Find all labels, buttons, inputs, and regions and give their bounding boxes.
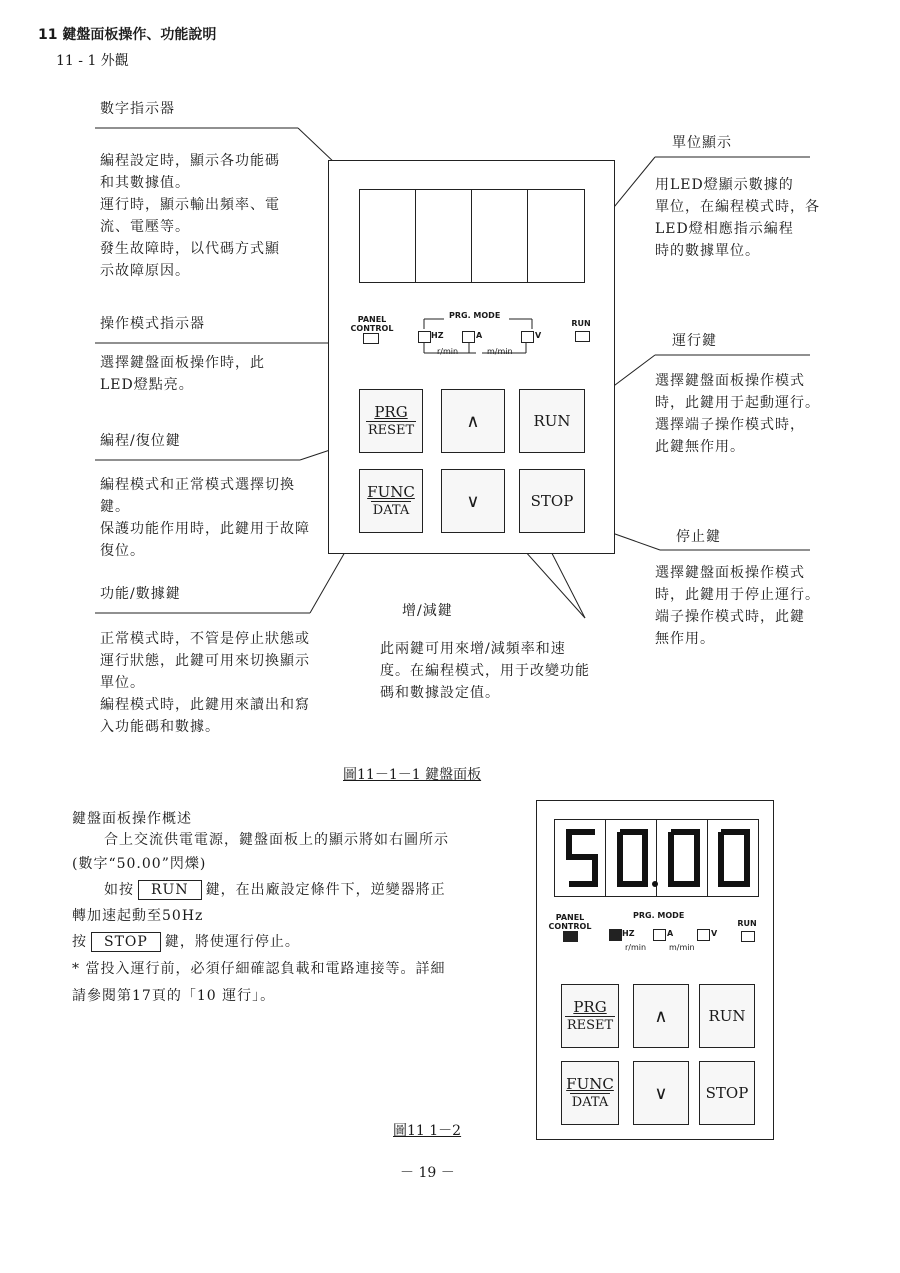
overview-line6: * 當投入運行前，必須仔細確認負載和電路連接等。詳細	[72, 961, 446, 977]
callout-stop-key-text: 選擇鍵盤面板操作模式 時，此鍵用于停止運行。 端子操作模式時，此鍵 無作用。	[655, 565, 820, 647]
display-digit	[359, 189, 416, 283]
unit-rmin-label: r/min	[437, 347, 459, 356]
run-led	[575, 331, 590, 342]
seven-segment-readout	[555, 820, 758, 896]
prg-mode-label: PRG. MODE	[633, 911, 685, 920]
prg-reset-key[interactable]: PRG RESET	[561, 984, 619, 1048]
overview-title: 鍵盤面板操作概述	[72, 811, 192, 827]
callout-func-data-text: 正常模式時，不管是停止狀態或 運行狀態，此鍵可用來切換顯示 單位。 編程模式時，此鍵用來讀出和寫 入功能碼和數據。	[100, 631, 310, 735]
callout-up-down-text: 此兩鍵可用來增/減頻率和速 度。在編程模式，用于改變功能 碼和數據設定值。	[380, 641, 590, 701]
stop-key[interactable]: STOP	[699, 1061, 755, 1125]
up-arrow-key[interactable]: ∧	[441, 389, 505, 453]
inline-run-key: RUN	[138, 880, 202, 900]
overview-line5: 按 STOP 鍵，將使運行停止。	[72, 934, 300, 950]
panel-control-led	[363, 333, 379, 344]
unit-mmin-label: m/min	[487, 347, 513, 356]
display-digit	[415, 189, 472, 283]
callout-mode-indicator-title: 操作模式指示器	[100, 316, 205, 332]
callout-digital-display-text: 編程設定時，顯示各功能碼 和其數據值。 運行時，顯示輸出頻率、電 流、電壓等。 發生故障時，以代碼方式顯 示故障原因。	[100, 153, 280, 279]
run-led-label: RUN	[571, 319, 591, 328]
up-arrow-key[interactable]: ∧	[633, 984, 689, 1048]
overview-line2: (數字“50.00”閃爍)	[72, 856, 207, 872]
page-number: － 19 －	[400, 1165, 455, 1181]
unit-hz-label: HZ	[622, 929, 635, 938]
down-arrow-key[interactable]: ∨	[441, 469, 505, 533]
panel-control-label: PANEL CONTROL	[350, 315, 394, 333]
unit-v-led	[697, 929, 710, 941]
unit-a-label: A	[476, 331, 483, 340]
figure2-caption: 圖11 1－2	[393, 1123, 462, 1139]
callout-prg-reset-title: 編程/復位鍵	[100, 433, 181, 449]
func-data-key[interactable]: FUNC DATA	[561, 1061, 619, 1125]
callout-func-data-title: 功能/數據鍵	[100, 586, 181, 602]
run-key[interactable]: RUN	[699, 984, 755, 1048]
unit-a-label: A	[667, 929, 674, 938]
callout-up-down-title: 增/減鍵	[402, 603, 453, 619]
callout-run-key-title: 運行鍵	[672, 333, 717, 349]
stop-key[interactable]: STOP	[519, 469, 585, 533]
callout-stop-key-title: 停止鍵	[676, 529, 721, 545]
unit-hz-led	[418, 331, 431, 343]
figure1-caption: 圖11－1－1 鍵盤面板	[343, 767, 482, 783]
run-led	[741, 931, 755, 942]
callout-mode-indicator-text: 選擇鍵盤面板操作時，此 LED燈點亮。	[100, 355, 265, 393]
callout-unit-display-text: 用LED燈顯示數據的 單位，在編程模式時，各 LED燈相應指示編程 時的數據單位。	[655, 177, 820, 259]
func-data-key[interactable]: FUNC DATA	[359, 469, 423, 533]
unit-v-label: V	[535, 331, 542, 340]
panel-control-led-lit	[563, 931, 578, 942]
overview-line4: 轉加速起動至50Hz	[72, 908, 204, 924]
display-digit	[527, 189, 585, 283]
panel-control-label: PANEL CONTROL	[548, 913, 592, 931]
unit-v-label: V	[711, 929, 718, 938]
overview-line7: 請參閱第17頁的「10 運行」。	[72, 988, 276, 1004]
section-title: 11 鍵盤面板操作、功能說明	[38, 27, 217, 43]
unit-a-led	[653, 929, 666, 941]
inline-stop-key: STOP	[91, 932, 161, 952]
prg-mode-label: PRG. MODE	[449, 311, 501, 320]
callout-digital-display-title: 數字指示器	[100, 101, 175, 117]
overview-line3: 如按 RUN 鍵，在出廠設定條件下，逆變器將正	[104, 882, 446, 898]
callout-unit-display-title: 單位顯示	[672, 135, 732, 151]
unit-hz-led-lit	[609, 929, 622, 941]
overview-line1: 合上交流供電電源，鍵盤面板上的顯示將如右圖所示	[104, 832, 449, 848]
callout-prg-reset-text: 編程模式和正常模式選擇切換 鍵。 保護功能作用時，此鍵用于故障 復位。	[100, 477, 310, 559]
callout-run-key-text: 選擇鍵盤面板操作模式 時，此鍵用于起動運行。 選擇端子操作模式時， 此鍵無作用。	[655, 373, 820, 455]
down-arrow-key[interactable]: ∨	[633, 1061, 689, 1125]
unit-hz-label: HZ	[431, 331, 444, 340]
keypad-panel-2	[536, 800, 774, 1140]
led-display	[554, 819, 759, 897]
run-led-label: RUN	[737, 919, 757, 928]
unit-v-led	[521, 331, 534, 343]
unit-rmin-label: r/min	[625, 943, 647, 952]
subsection-title: 11 - 1 外觀	[56, 53, 129, 69]
display-digit	[471, 189, 528, 283]
run-key[interactable]: RUN	[519, 389, 585, 453]
keypad-panel	[328, 160, 615, 554]
unit-a-led	[462, 331, 475, 343]
unit-mmin-label: m/min	[669, 943, 695, 952]
prg-reset-key[interactable]: PRG RESET	[359, 389, 423, 453]
